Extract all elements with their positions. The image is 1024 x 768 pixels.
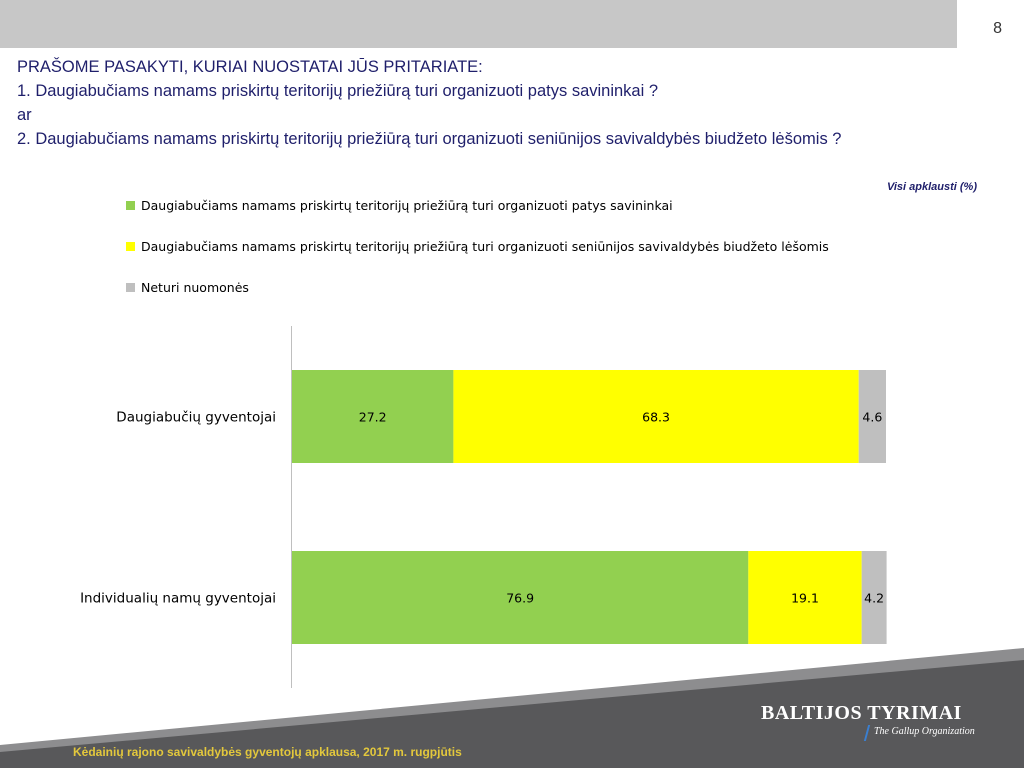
data-label: 27.2	[358, 409, 387, 425]
page-number: 8	[993, 20, 1002, 37]
data-label: 4.2	[864, 590, 885, 606]
chart-subtitle: Visi apklausti (%)	[886, 181, 977, 193]
data-label: 68.3	[642, 409, 670, 425]
category-label: Daugiabučių gyventojai	[116, 409, 276, 426]
legend-label: Neturi nuomonės	[141, 280, 249, 295]
category-label: Individualių namų gyventojai	[80, 590, 276, 607]
question-line: PRAŠOME PASAKYTI, KURIAI NUOSTATAI JŪS PRITARIATE:	[17, 58, 483, 76]
data-label: 76.9	[506, 590, 535, 606]
data-label: 4.6	[862, 409, 883, 425]
brand-logo: BALTIJOS TYRIMAI	[761, 702, 962, 724]
question-line: 2. Daugiabučiams namams priskirtų teritorijų priežiūrą turi organizuoti seniūnijos savivaldybės biudžeto lėšomis ?	[17, 130, 842, 148]
brand-tagline: The Gallup Organization	[874, 726, 975, 737]
question-line: ar	[17, 106, 32, 124]
survey-footer: Kėdainių rajono savivaldybės gyventojų apklausa, 2017 m. rugpjūtis	[73, 745, 462, 759]
data-label: 19.1	[791, 590, 819, 606]
legend-label: Daugiabučiams namams priskirtų teritorijų priežiūrą turi organizuoti seniūnijos savivaldybės biudžeto lėšomis	[141, 239, 829, 254]
question-line: 1. Daugiabučiams namams priskirtų teritorijų priežiūrą turi organizuoti patys savininkai ?	[17, 82, 659, 100]
legend-label: Daugiabučiams namams priskirtų teritorijų priežiūrą turi organizuoti patys savininkai	[141, 198, 673, 213]
